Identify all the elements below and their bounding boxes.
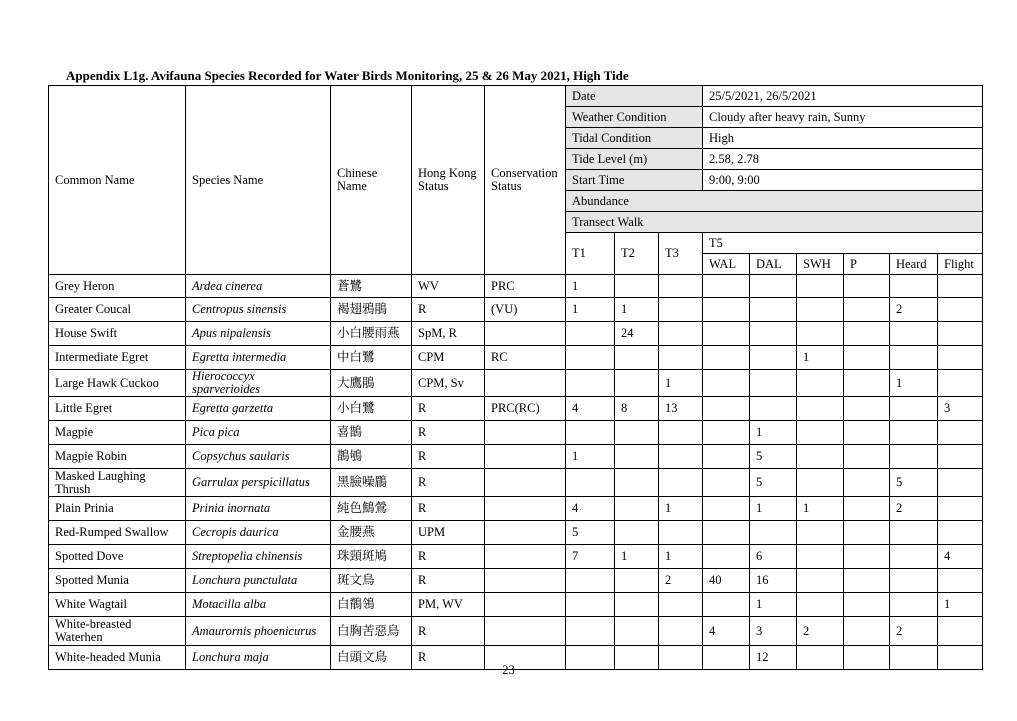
- cell-t3: [659, 275, 703, 298]
- cell-wal: [703, 521, 750, 545]
- cell-swh: [797, 469, 844, 497]
- cell-t1: [566, 593, 615, 617]
- cell-t2: [615, 346, 659, 370]
- cell-common: White-headed Munia: [49, 646, 186, 670]
- cell-cons: [485, 521, 566, 545]
- cell-flight: [938, 421, 983, 445]
- cell-wal: [703, 497, 750, 521]
- cell-common: House Swift: [49, 322, 186, 346]
- cell-chinese: 小白腰雨燕: [331, 322, 412, 346]
- cell-cons: (VU): [485, 298, 566, 322]
- cell-p: [844, 617, 890, 646]
- table-row: [49, 370, 983, 397]
- table-row: [49, 545, 983, 569]
- col-header-wal: WAL: [703, 254, 750, 275]
- table-row: [49, 445, 983, 469]
- cell-dal: [750, 521, 797, 545]
- info-value-start-time: 9:00, 9:00: [703, 170, 983, 191]
- cell-chinese: 鵲鴝: [331, 445, 412, 469]
- cell-cons: [485, 617, 566, 646]
- abundance-header: Abundance: [566, 191, 983, 212]
- cell-wal: [703, 421, 750, 445]
- cell-common: Magpie Robin: [49, 445, 186, 469]
- cell-hk: CPM, Sv: [412, 370, 485, 397]
- cell-chinese: 中白鷺: [331, 346, 412, 370]
- cell-t1: 7: [566, 545, 615, 569]
- cell-t2: 1: [615, 545, 659, 569]
- cell-t1: 1: [566, 298, 615, 322]
- cell-flight: [938, 298, 983, 322]
- info-value-weather: Cloudy after heavy rain, Sunny: [703, 107, 983, 128]
- cell-common: White Wagtail: [49, 593, 186, 617]
- cell-flight: [938, 346, 983, 370]
- cell-p: [844, 370, 890, 397]
- cell-common: Magpie: [49, 421, 186, 445]
- cell-t3: 1: [659, 497, 703, 521]
- document-title: Appendix L1g. Avifauna Species Recorded for Water Birds Monitoring, 25 & 26 May 2021, High Tide: [66, 68, 629, 83]
- cell-t2: [615, 421, 659, 445]
- cell-t2: [615, 497, 659, 521]
- table-row: [49, 275, 983, 298]
- cell-hk: R: [412, 545, 485, 569]
- cell-common: Plain Prinia: [49, 497, 186, 521]
- cell-chinese: 純色鷦鶯: [331, 497, 412, 521]
- table-row: [49, 593, 983, 617]
- cell-species: Centropus sinensis: [186, 298, 331, 322]
- cell-t3: 1: [659, 370, 703, 397]
- cell-wal: [703, 298, 750, 322]
- cell-p: [844, 569, 890, 593]
- cell-hk: PM, WV: [412, 593, 485, 617]
- cell-common: Masked Laughing Thrush: [49, 469, 186, 497]
- cell-swh: [797, 322, 844, 346]
- cell-cons: [485, 370, 566, 397]
- cell-t2: 24: [615, 322, 659, 346]
- col-header-t2: T2: [615, 233, 659, 275]
- cell-dal: 5: [750, 469, 797, 497]
- cell-cons: PRC: [485, 275, 566, 298]
- cell-swh: [797, 397, 844, 421]
- col-header-species-name: Species Name: [186, 86, 331, 275]
- cell-chinese: 小白鷺: [331, 397, 412, 421]
- cell-species: Lonchura maja: [186, 646, 331, 670]
- cell-dal: 1: [750, 593, 797, 617]
- cell-t3: [659, 469, 703, 497]
- cell-species: Apus nipalensis: [186, 322, 331, 346]
- info-label-start-time: Start Time: [566, 170, 703, 191]
- cell-common: Little Egret: [49, 397, 186, 421]
- col-header-t1: T1: [566, 233, 615, 275]
- cell-t2: [615, 521, 659, 545]
- cell-chinese: 黑臉噪鶥: [331, 469, 412, 497]
- cell-p: [844, 593, 890, 617]
- cell-wal: [703, 545, 750, 569]
- cell-heard: [890, 397, 938, 421]
- cell-hk: R: [412, 445, 485, 469]
- cell-flight: [938, 322, 983, 346]
- cell-species: Garrulax perspicillatus: [186, 469, 331, 497]
- cell-dal: 5: [750, 445, 797, 469]
- cell-hk: R: [412, 421, 485, 445]
- cell-wal: [703, 397, 750, 421]
- cell-dal: [750, 397, 797, 421]
- cell-chinese: 白頭文鳥: [331, 646, 412, 670]
- cell-t2: 8: [615, 397, 659, 421]
- col-header-hk-status: Hong Kong Status: [412, 86, 485, 275]
- cell-wal: [703, 322, 750, 346]
- info-label-weather: Weather Condition: [566, 107, 703, 128]
- cell-p: [844, 497, 890, 521]
- cell-p: [844, 298, 890, 322]
- cell-dal: 1: [750, 421, 797, 445]
- cell-heard: [890, 593, 938, 617]
- cell-flight: [938, 521, 983, 545]
- cell-species: Lonchura punctulata: [186, 569, 331, 593]
- cell-wal: 40: [703, 569, 750, 593]
- cell-flight: [938, 569, 983, 593]
- cell-species: Amaurornis phoenicurus: [186, 617, 331, 646]
- cell-dal: 16: [750, 569, 797, 593]
- cell-cons: [485, 445, 566, 469]
- col-header-dal: DAL: [750, 254, 797, 275]
- cell-swh: [797, 370, 844, 397]
- cell-cons: RC: [485, 346, 566, 370]
- cell-wal: [703, 445, 750, 469]
- cell-p: [844, 322, 890, 346]
- cell-t1: 1: [566, 445, 615, 469]
- cell-dal: [750, 298, 797, 322]
- cell-swh: [797, 445, 844, 469]
- cell-t3: [659, 421, 703, 445]
- cell-cons: [485, 322, 566, 346]
- cell-hk: R: [412, 617, 485, 646]
- cell-swh: 1: [797, 497, 844, 521]
- cell-p: [844, 521, 890, 545]
- cell-hk: UPM: [412, 521, 485, 545]
- cell-swh: [797, 298, 844, 322]
- cell-chinese: 大鷹鵑: [331, 370, 412, 397]
- cell-t2: [615, 445, 659, 469]
- info-label-tide-level: Tide Level (m): [566, 149, 703, 170]
- cell-heard: [890, 445, 938, 469]
- cell-flight: [938, 275, 983, 298]
- cell-swh: [797, 275, 844, 298]
- table-row: [49, 322, 983, 346]
- col-header-heard: Heard: [890, 254, 938, 275]
- cell-common: Large Hawk Cuckoo: [49, 370, 186, 397]
- cell-swh: [797, 593, 844, 617]
- cell-common: Intermediate Egret: [49, 346, 186, 370]
- cell-flight: 3: [938, 397, 983, 421]
- col-header-swh: SWH: [797, 254, 844, 275]
- cell-t2: [615, 469, 659, 497]
- cell-wal: [703, 346, 750, 370]
- cell-chinese: 斑文鳥: [331, 569, 412, 593]
- cell-chinese: 白胸苦惡鳥: [331, 617, 412, 646]
- cell-swh: [797, 421, 844, 445]
- cell-heard: [890, 322, 938, 346]
- cell-species: Copsychus saularis: [186, 445, 331, 469]
- cell-species: Cecropis daurica: [186, 521, 331, 545]
- cell-t2: [615, 370, 659, 397]
- cell-p: [844, 421, 890, 445]
- cell-dal: [750, 275, 797, 298]
- table-row: [49, 469, 983, 497]
- cell-common: Grey Heron: [49, 275, 186, 298]
- cell-p: [844, 397, 890, 421]
- cell-common: Red-Rumped Swallow: [49, 521, 186, 545]
- cell-hk: SpM, R: [412, 322, 485, 346]
- cell-dal: [750, 322, 797, 346]
- cell-chinese: 蒼鷺: [331, 275, 412, 298]
- cell-t1: [566, 421, 615, 445]
- cell-swh: 1: [797, 346, 844, 370]
- cell-dal: [750, 370, 797, 397]
- cell-flight: [938, 469, 983, 497]
- cell-t2: [615, 275, 659, 298]
- table-row: [49, 298, 983, 322]
- cell-t1: 1: [566, 275, 615, 298]
- cell-t2: 1: [615, 298, 659, 322]
- cell-t3: 13: [659, 397, 703, 421]
- cell-swh: 2: [797, 617, 844, 646]
- col-header-t3: T3: [659, 233, 703, 275]
- cell-species: Egretta intermedia: [186, 346, 331, 370]
- cell-t3: [659, 298, 703, 322]
- cell-hk: R: [412, 298, 485, 322]
- cell-flight: 1: [938, 593, 983, 617]
- cell-t1: [566, 322, 615, 346]
- table-row: [49, 397, 983, 421]
- cell-flight: [938, 370, 983, 397]
- species-table: [48, 85, 983, 670]
- cell-common: Spotted Munia: [49, 569, 186, 593]
- table-row: [49, 521, 983, 545]
- cell-common: Greater Coucal: [49, 298, 186, 322]
- cell-flight: [938, 497, 983, 521]
- cell-heard: [890, 521, 938, 545]
- cell-wal: [703, 370, 750, 397]
- info-value-tidal: High: [703, 128, 983, 149]
- col-header-p: P: [844, 254, 890, 275]
- col-header-flight: Flight: [938, 254, 983, 275]
- cell-species: Hierococcyx sparverioides: [186, 370, 331, 397]
- cell-cons: [485, 593, 566, 617]
- page-number: 23: [502, 663, 515, 677]
- col-header-common-name: Common Name: [49, 86, 186, 275]
- cell-t1: [566, 469, 615, 497]
- cell-dal: 3: [750, 617, 797, 646]
- table-row: [49, 346, 983, 370]
- cell-t1: 4: [566, 497, 615, 521]
- cell-hk: CPM: [412, 346, 485, 370]
- cell-hk: R: [412, 497, 485, 521]
- table-row: [49, 421, 983, 445]
- cell-t3: [659, 445, 703, 469]
- table-row: [49, 617, 983, 646]
- cell-chinese: 褐翅鴉鵑: [331, 298, 412, 322]
- cell-t1: [566, 346, 615, 370]
- cell-flight: 4: [938, 545, 983, 569]
- cell-heard: 1: [890, 370, 938, 397]
- cell-species: Motacilla alba: [186, 593, 331, 617]
- cell-t1: [566, 569, 615, 593]
- info-value-date: 25/5/2021, 26/5/2021: [703, 86, 983, 107]
- cell-hk: R: [412, 646, 485, 670]
- cell-cons: PRC(RC): [485, 397, 566, 421]
- table-body: [49, 275, 983, 670]
- cell-dal: 1: [750, 497, 797, 521]
- cell-species: Prinia inornata: [186, 497, 331, 521]
- cell-dal: 6: [750, 545, 797, 569]
- cell-swh: [797, 545, 844, 569]
- cell-heard: [890, 569, 938, 593]
- cell-t3: [659, 617, 703, 646]
- cell-wal: [703, 275, 750, 298]
- cell-heard: [890, 545, 938, 569]
- cell-wal: 4: [703, 617, 750, 646]
- cell-chinese: 喜鵲: [331, 421, 412, 445]
- cell-dal: [750, 346, 797, 370]
- table-row: [49, 569, 983, 593]
- info-label-date: Date: [566, 86, 703, 107]
- cell-cons: [485, 569, 566, 593]
- cell-flight: [938, 617, 983, 646]
- cell-p: [844, 545, 890, 569]
- cell-hk: R: [412, 469, 485, 497]
- col-header-chinese-name: Chinese Name: [331, 86, 412, 275]
- cell-t2: [615, 617, 659, 646]
- cell-t2: [615, 569, 659, 593]
- cell-t1: 5: [566, 521, 615, 545]
- cell-t1: 4: [566, 397, 615, 421]
- cell-t3: [659, 521, 703, 545]
- cell-t2: [615, 593, 659, 617]
- cell-t1: [566, 617, 615, 646]
- cell-t3: [659, 593, 703, 617]
- cell-p: [844, 469, 890, 497]
- cell-flight: [938, 445, 983, 469]
- cell-cons: [485, 421, 566, 445]
- cell-t3: 1: [659, 545, 703, 569]
- cell-cons: [485, 497, 566, 521]
- cell-swh: [797, 521, 844, 545]
- cell-swh: [797, 569, 844, 593]
- cell-p: [844, 445, 890, 469]
- cell-common: White-breasted Waterhen: [49, 617, 186, 646]
- cell-wal: [703, 469, 750, 497]
- cell-common: Spotted Dove: [49, 545, 186, 569]
- cell-wal: [703, 593, 750, 617]
- cell-heard: [890, 275, 938, 298]
- transect-walk-header: Transect Walk: [566, 212, 983, 233]
- cell-heard: [890, 346, 938, 370]
- cell-heard: 2: [890, 298, 938, 322]
- cell-chinese: 白鶺鴒: [331, 593, 412, 617]
- cell-species: Streptopelia chinensis: [186, 545, 331, 569]
- cell-t1: [566, 370, 615, 397]
- cell-hk: R: [412, 397, 485, 421]
- cell-p: [844, 275, 890, 298]
- cell-hk: R: [412, 569, 485, 593]
- table-row: [49, 497, 983, 521]
- cell-t3: [659, 322, 703, 346]
- cell-heard: 5: [890, 469, 938, 497]
- cell-cons: [485, 545, 566, 569]
- cell-species: Pica pica: [186, 421, 331, 445]
- info-label-tidal: Tidal Condition: [566, 128, 703, 149]
- table-header: [49, 86, 983, 275]
- col-header-conservation-status: Conservation Status: [485, 86, 566, 275]
- cell-species: Ardea cinerea: [186, 275, 331, 298]
- cell-heard: 2: [890, 617, 938, 646]
- info-value-tide-level: 2.58, 2.78: [703, 149, 983, 170]
- cell-heard: [890, 421, 938, 445]
- cell-cons: [485, 469, 566, 497]
- cell-chinese: 珠頸斑鳩: [331, 545, 412, 569]
- cell-hk: WV: [412, 275, 485, 298]
- cell-heard: 2: [890, 497, 938, 521]
- cell-dal: 12: [750, 646, 797, 670]
- cell-p: [844, 346, 890, 370]
- cell-chinese: 金腰燕: [331, 521, 412, 545]
- cell-t3: 2: [659, 569, 703, 593]
- cell-species: Egretta garzetta: [186, 397, 331, 421]
- cell-t3: [659, 346, 703, 370]
- col-header-t5: T5: [703, 233, 983, 254]
